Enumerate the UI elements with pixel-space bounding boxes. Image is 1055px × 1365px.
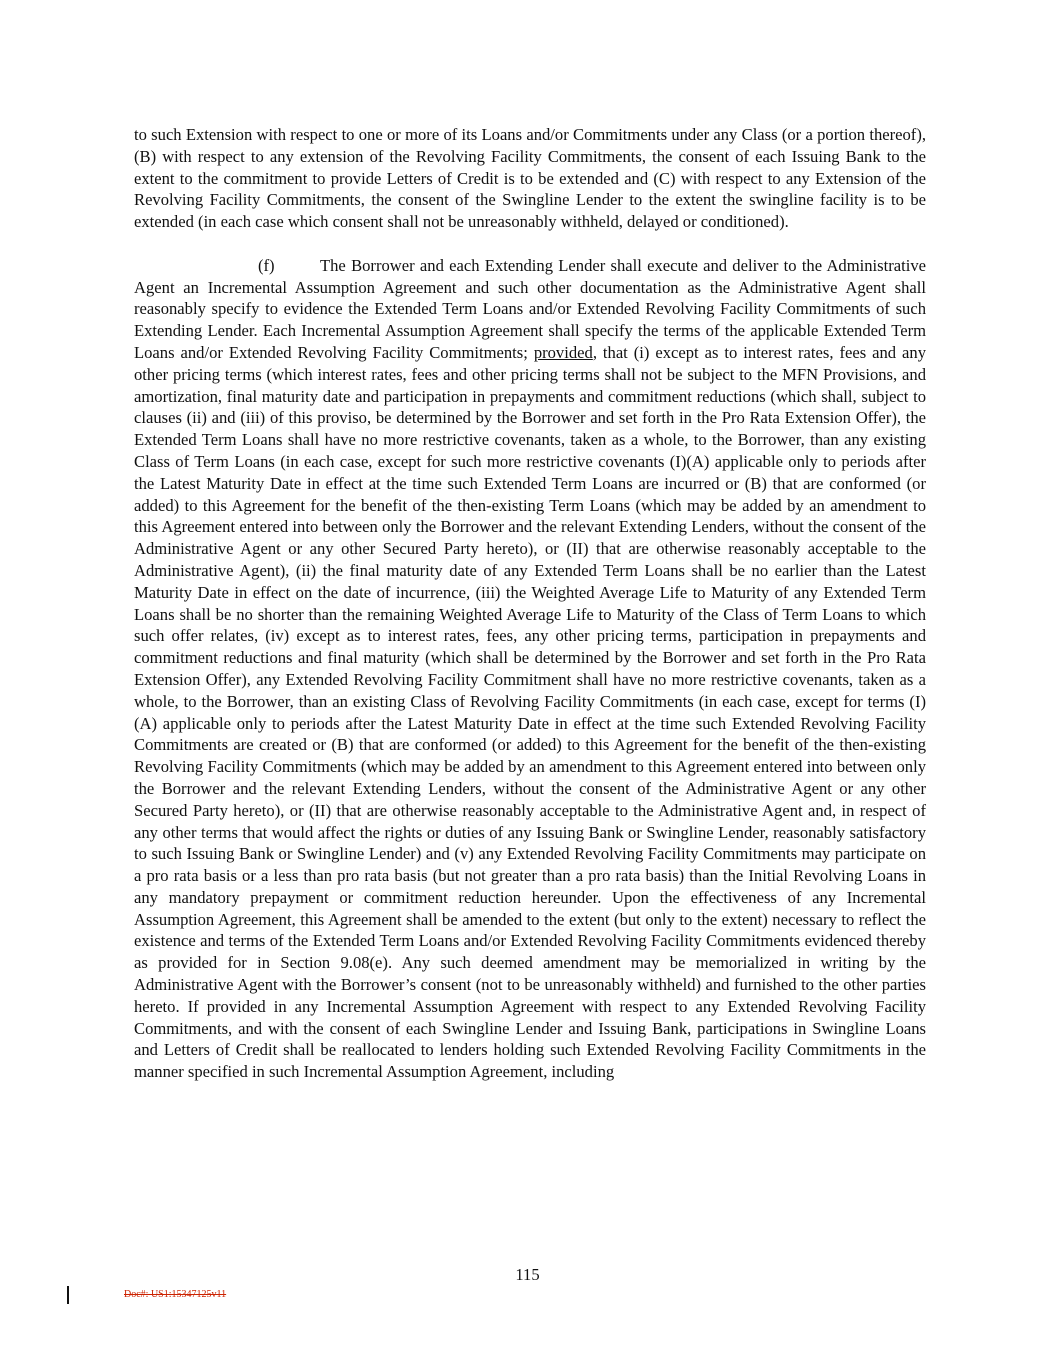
document-body — [134, 124, 926, 1083]
clause-text-before-provided: The Borrower and each Extending Lender shall execute and deliver to the Administrative Agent an Incremental Assumption Agreement and such other documentation as the Administrative Agent shall reasonably specify to evidence the Extended Term Loans and/or Extended Revolving Facility Commitments of such Extending Lender. Each Incremental Assumption Agreement shall specify the terms of the applicable Extended Term Loans and/or Extended Revolving Facility Commitments; — [134, 255, 926, 362]
paragraph-clause-f — [134, 255, 926, 1083]
provided-term: provided — [533, 342, 593, 362]
document-id-footer: Doc#: US1:15347125v11 — [124, 1289, 227, 1300]
revision-bar — [67, 1286, 69, 1304]
page-number: 115 — [515, 1265, 540, 1284]
clause-label: (f) — [258, 255, 275, 275]
paragraph-continuation: to such Extension with respect to one or more of its Loans and/or Commitments under any Class (or a portion thereof), (B) with respect to any extension of the Revolving Facility Commitments, the consent of each Issuing Bank to the extent to the commitment to provide Letters of Credit is to be extended and (C) with respect to any Extension of the Revolving Facility Commitments, the consent of the Swingline Lender to the extent the swingline facility is to be extended (in each case which consent shall not be unreasonably withheld, delayed or conditioned). — [134, 125, 926, 232]
clause-text-after-provided: , that (i) except as to interest rates, fees and any other pricing terms (which interest rates, fees and other pricing terms shall not be subject to the MFN Provisions, and amortization, final maturity date and participation in prepayments and commitment reductions (which shall, subject to clauses (ii) and (iii) of this proviso, be determined by the Borrower and set forth in the Pro Rata Extension Offer), the Extended Term Loans shall have no more restrictive covenants, taken as a whole, to the Borrower, than any existing Class of Term Loans (in each case, except for such more restrictive covenants (I)(A) applicable only to periods after the Latest Maturity Date in effect at the time such Extended Term Loans are incurred or (B) that are conformed (or added) to this Agreement for the benefit of the then-existing Term Loans (which may be added by an amendment to this Agreement entered into between only the Borrower and the relevant Extending Lenders, without the consent of the Administrative Agent or any other Secured Party hereto), or (II) that are otherwise reasonably acceptable to the Administrative Agent), (ii) the final maturity date of any Extended Term Loans shall be no earlier than the Latest Maturity Date in effect on the date of incurrence, (iii) the Weighted Average Life to Maturity of any Extended Term Loans shall be no shorter than the remaining Weighted Average Life to Maturity of the Class of Term Loans to which such offer relates, (iv) except as to interest rates, fees, any other pricing terms, participation in prepayments and commitment reductions and final maturity (which shall be determined by the Borrower and set forth in the Pro Rata Extension Offer), any Extended Revolving Facility Commitment shall have no more restrictive covenants, taken as a whole, to the Borrower, than an existing Class of Revolving Facility Commitments (in each case, except for terms (I)(A) applicable only to periods after the Latest Maturity Date in effect at the time such Extended Revolving Facility Commitments are created or (B) that are conformed (or added) to this Agreement for the benefit of the then-existing Revolving Facility Commitments (which may be added by an amendment to this Agreement entered into between only the Borrower and the relevant Extending Lenders, without the consent of the Administrative Agent or any other Secured Party hereto), or (II) that are otherwise reasonably acceptable to the Administrative Agent and, in respect of any other terms that would affect the rights or duties of any Issuing Bank or Swingline Lender, reasonably satisfactory to such Issuing Bank or Swingline Lender) and (v) any Extended Revolving Facility Commitments may participate on a pro rata basis or a less than pro rata basis (but not greater than a pro rata basis) than the Initial Revolving Loans in any mandatory prepayment or commitment reduction hereunder. Upon the effectiveness of any Incremental Assumption Agreement, this Agreement shall be amended to the extent (but only to the extent) necessary to reflect the existence and terms of the Extended Term Loans and/or Extended Revolving Facility Commitments evidenced thereby as provided for in Section 9.08(e). Any such deemed amendment may be memorialized in writing by the Administrative Agent with the Borrower’s consent (not to be unreasonably withheld) and furnished to the other parties hereto. If provided in any Incremental Assumption Agreement with respect to any Extended Revolving Facility Commitments, and with the consent of each Swingline Lender and Issuing Bank, participations in Swingline Loans and Letters of Credit shall be reallocated to lenders holding such Extended Revolving Facility Commitments in the manner specified in such Incremental Assumption Agreement, including — [134, 342, 926, 1082]
